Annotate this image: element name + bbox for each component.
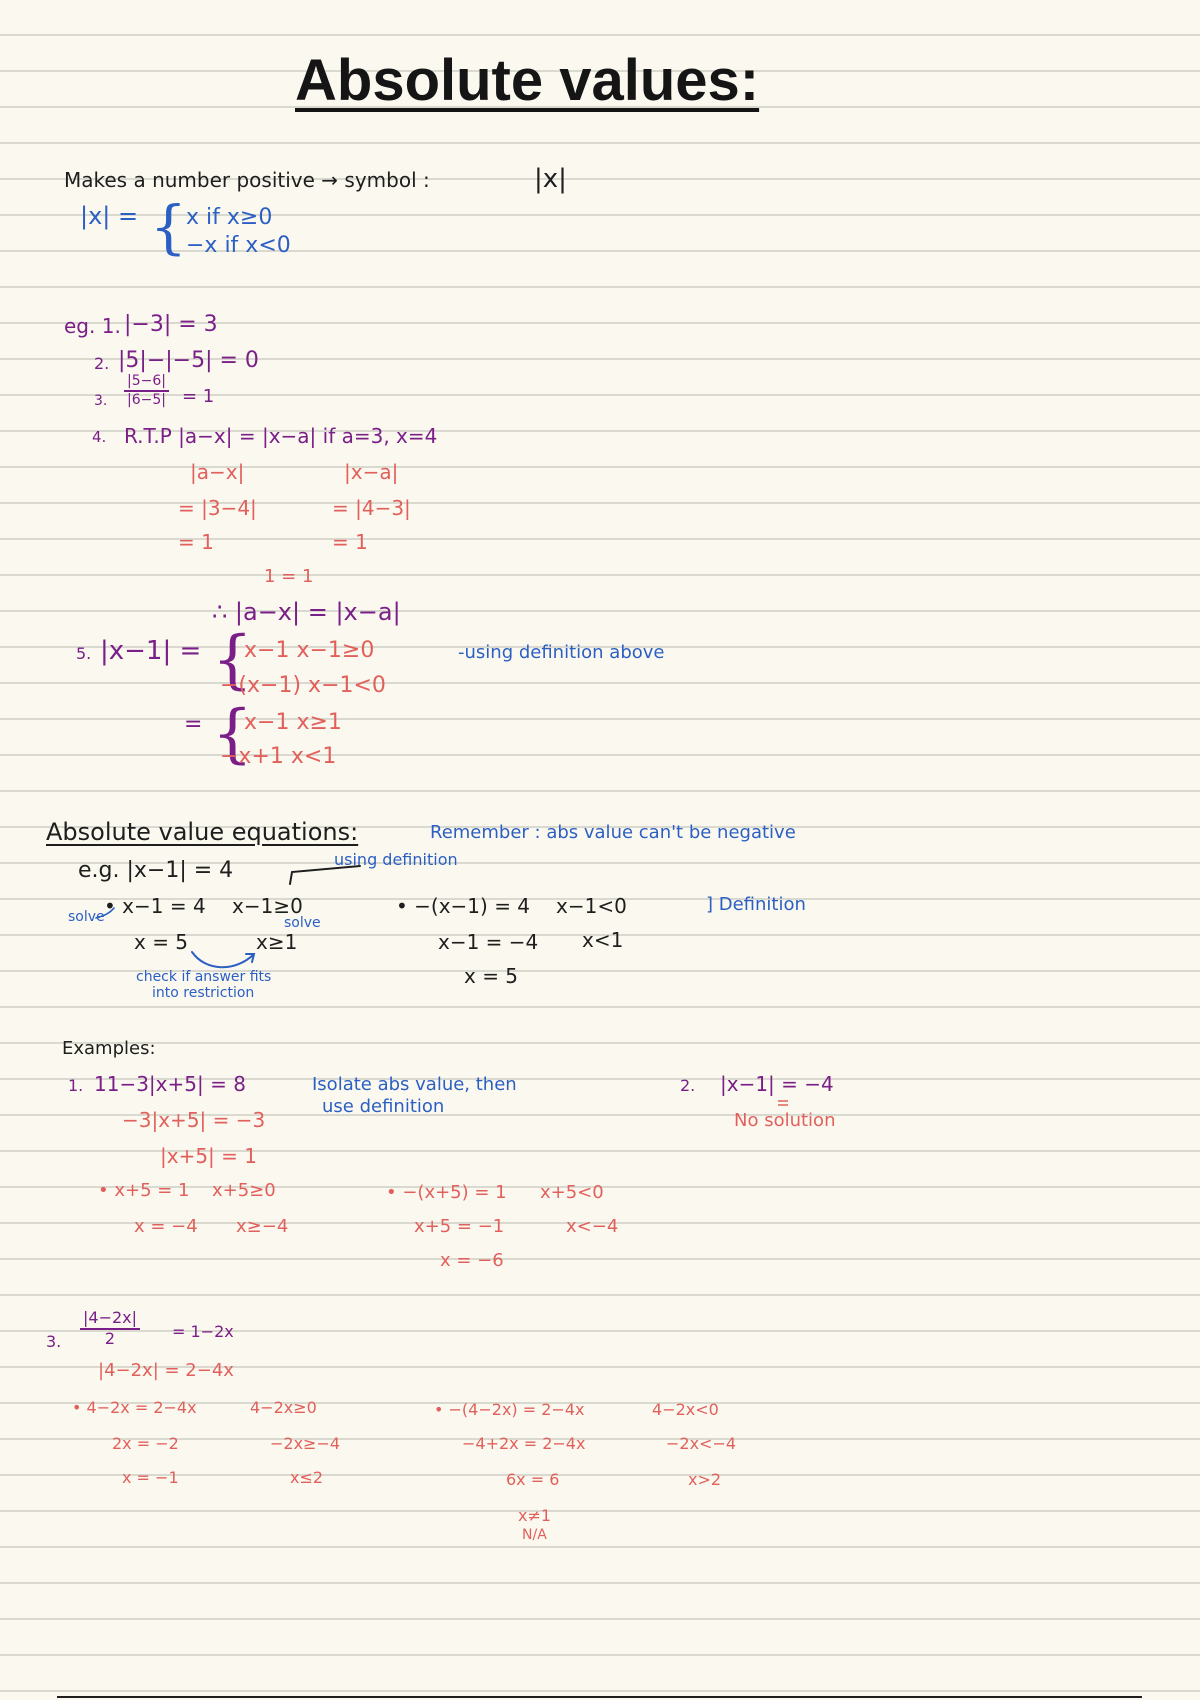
ex4-right-line-3: = 1 bbox=[332, 530, 368, 554]
definition-lhs: |x| = bbox=[80, 202, 139, 230]
example-e1-number: 1. bbox=[68, 1076, 84, 1095]
case-2-equation: • −(x−1) = 4 bbox=[396, 894, 531, 918]
using-definition-note: using definition bbox=[334, 850, 458, 869]
check-curve-arrow bbox=[192, 952, 254, 967]
definition-label: ] Definition bbox=[706, 894, 806, 915]
example-5-case-2a: x−1 x≥1 bbox=[244, 710, 342, 735]
case-1-equation: • x−1 = 4 bbox=[104, 894, 206, 918]
case-1-solution: x = 5 bbox=[134, 930, 189, 954]
example-2: |5|−|−5| = 0 bbox=[118, 348, 259, 373]
example-e2-number: 2. bbox=[680, 1076, 696, 1095]
remember-note: Remember : abs value can't be negative bbox=[430, 822, 796, 843]
example-3-numerator: |5−6| bbox=[124, 374, 169, 392]
example-e2-answer: No solution bbox=[734, 1110, 836, 1131]
check-note-line-1: check if answer fits bbox=[136, 969, 272, 985]
example-e3-case-1-condition: 4−2x≥0 bbox=[250, 1398, 317, 1417]
example-e3-case-1-condition-step: −2x≥−4 bbox=[270, 1434, 341, 1453]
definition-brace: { bbox=[150, 193, 187, 261]
example-e3-case-2-na: N/A bbox=[522, 1527, 547, 1543]
example-e3-case-2-condition-step: −2x<−4 bbox=[666, 1434, 737, 1453]
example-5-brace-2: { bbox=[212, 697, 253, 771]
example-e3-case-1-step: 2x = −2 bbox=[112, 1434, 179, 1453]
example-e1-case-1-equation: • x+5 = 1 bbox=[98, 1180, 190, 1201]
case-1-condition-solution: x≥1 bbox=[256, 930, 298, 954]
example-e1-step-1: −3|x+5| = −3 bbox=[122, 1108, 266, 1132]
example-e1-equation: 11−3|x+5| = 8 bbox=[94, 1072, 246, 1096]
equations-heading: Absolute value equations: bbox=[46, 818, 359, 846]
example-e2-equation: |x−1| = −4 bbox=[720, 1072, 834, 1096]
intro-text: Makes a number positive → symbol : bbox=[64, 168, 430, 192]
example-e1-note-line-1: Isolate abs value, then bbox=[312, 1074, 517, 1095]
ex4-right-line-2: = |4−3| bbox=[332, 496, 411, 520]
page-title: Absolute values: bbox=[295, 48, 760, 113]
eg-label: eg. 1. bbox=[64, 314, 121, 338]
case-2-condition: x−1<0 bbox=[556, 894, 627, 918]
ex4-left-line-1: |a−x| bbox=[190, 460, 245, 484]
example-e1-case-2-solution: x = −6 bbox=[440, 1250, 504, 1271]
example-e3-case-1-solution: x = −1 bbox=[122, 1468, 179, 1487]
example-5-case-1b: −(x−1) x−1<0 bbox=[220, 673, 386, 698]
example-4-number: 4. bbox=[92, 428, 107, 446]
example-4-statement: R.T.P |a−x| = |x−a| if a=3, x=4 bbox=[124, 424, 438, 448]
example-e1-case-2-step: x+5 = −1 bbox=[414, 1216, 505, 1237]
example-2-number: 2. bbox=[94, 354, 110, 373]
example-e3-case-2-condition-solution: x>2 bbox=[688, 1470, 722, 1489]
example-5-number: 5. bbox=[76, 644, 92, 663]
using-definition-arrow bbox=[290, 866, 360, 884]
example-e3-case-2-step: −4+2x = 2−4x bbox=[462, 1434, 586, 1453]
example-1: |−3| = 3 bbox=[124, 312, 218, 337]
example-5-note: -using definition above bbox=[458, 642, 665, 663]
definition-case-negative: −x if x<0 bbox=[186, 233, 291, 258]
solve-label-2: solve bbox=[284, 915, 321, 931]
example-e1-case-1-solution: x = −4 bbox=[134, 1216, 198, 1237]
example-e3-case-2-condition: 4−2x<0 bbox=[652, 1400, 719, 1419]
ex4-equal: 1 = 1 bbox=[264, 566, 314, 587]
examples-heading: Examples: bbox=[62, 1038, 156, 1059]
example-5-case-1a: x−1 x−1≥0 bbox=[244, 638, 375, 663]
example-e3-number: 3. bbox=[46, 1332, 62, 1351]
ex4-left-line-2: = |3−4| bbox=[178, 496, 257, 520]
example-e1-case-2-condition: x+5<0 bbox=[540, 1182, 604, 1203]
example-3-denominator: |6−5| bbox=[127, 391, 166, 408]
case-2-condition-solution: x<1 bbox=[582, 928, 624, 952]
example-e1-case-2-condition-solution: x<−4 bbox=[566, 1216, 619, 1237]
example-3-number: 3. bbox=[94, 393, 108, 409]
example-e3-numerator: |4−2x| bbox=[80, 1310, 140, 1330]
example-3-result: = 1 bbox=[182, 386, 215, 407]
case-2-step: x−1 = −4 bbox=[438, 930, 539, 954]
case-1-condition: x−1≥0 bbox=[232, 894, 303, 918]
no-solution-underline bbox=[778, 1101, 788, 1105]
abs-symbol: |x| bbox=[534, 164, 567, 194]
definition-case-positive: x if x≥0 bbox=[186, 205, 273, 230]
example-5-equals: = bbox=[184, 712, 203, 737]
example-e3-case-2-equation: • −(4−2x) = 2−4x bbox=[434, 1400, 585, 1419]
example-e3-rhs: = 1−2x bbox=[172, 1322, 234, 1341]
example-e1-case-2-equation: • −(x+5) = 1 bbox=[386, 1182, 507, 1203]
example-e1-note-line-2: use definition bbox=[322, 1096, 445, 1117]
example-e3-denominator: 2 bbox=[104, 1328, 116, 1348]
bottom-rule bbox=[57, 1696, 1142, 1698]
example-e1-case-1-condition-solution: x≥−4 bbox=[236, 1216, 289, 1237]
ex4-left-line-3: = 1 bbox=[178, 530, 214, 554]
ex4-conclusion: ∴ |a−x| = |x−a| bbox=[212, 598, 401, 626]
example-e3-case-2-solution: x≠1 bbox=[518, 1506, 552, 1525]
example-e3-case-2-step-2: 6x = 6 bbox=[506, 1470, 560, 1489]
equations-example: e.g. |x−1| = 4 bbox=[78, 858, 234, 883]
example-5-lhs: |x−1| = bbox=[100, 636, 202, 666]
solve-label-1: solve bbox=[68, 909, 105, 925]
solve-arrow-1 bbox=[96, 908, 114, 918]
example-e3-case-1-equation: • 4−2x = 2−4x bbox=[72, 1398, 197, 1417]
ex4-right-line-1: |x−a| bbox=[344, 460, 399, 484]
example-5-case-2b: −x+1 x<1 bbox=[220, 744, 337, 769]
example-e1-case-1-condition: x+5≥0 bbox=[212, 1180, 276, 1201]
check-note-line-2: into restriction bbox=[152, 985, 255, 1001]
example-5-brace-1: { bbox=[212, 623, 253, 697]
example-e1-step-2: |x+5| = 1 bbox=[160, 1144, 257, 1168]
example-e3-case-1-condition-solution: x≤2 bbox=[290, 1468, 324, 1487]
example-e3-step-1: |4−2x| = 2−4x bbox=[98, 1360, 234, 1381]
case-2-solution: x = 5 bbox=[464, 964, 519, 988]
